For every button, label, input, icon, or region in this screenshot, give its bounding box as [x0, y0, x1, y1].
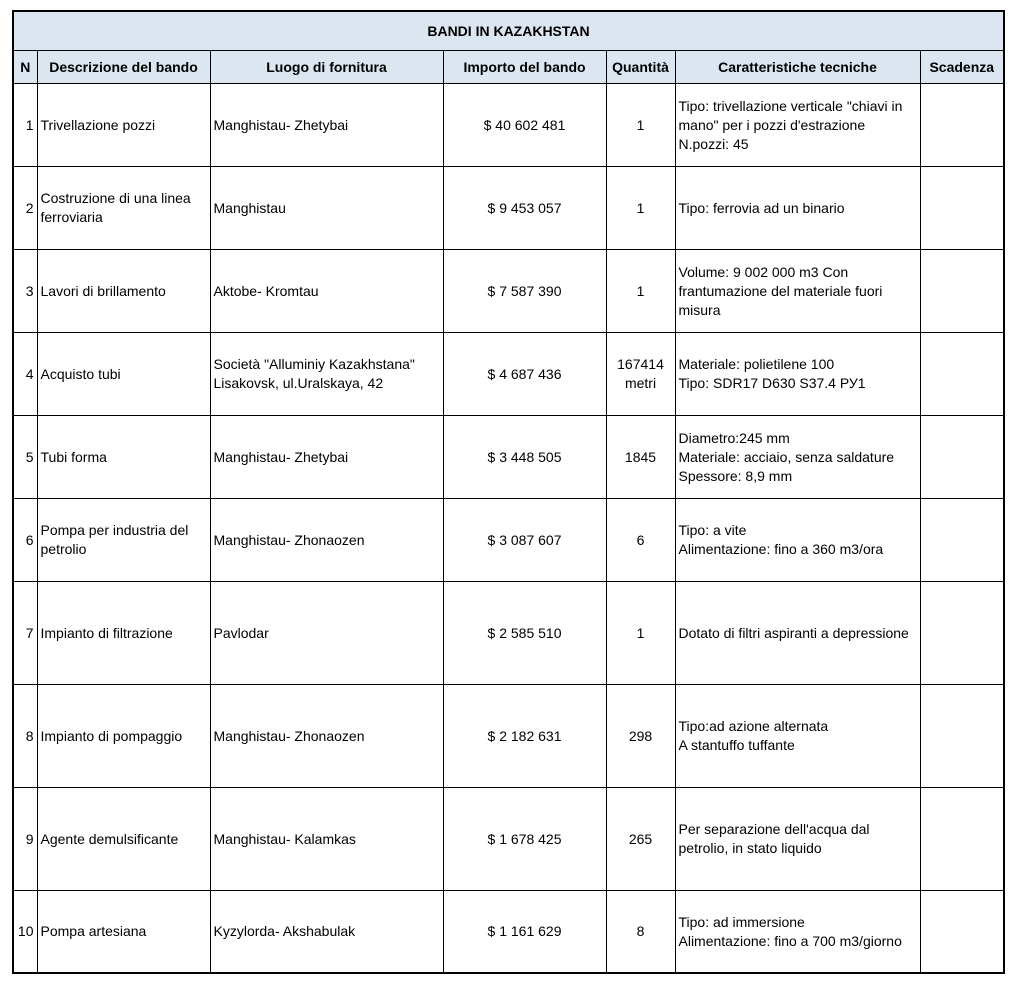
- cell-caratteristiche: Materiale: polietilene 100 Tipo: SDR17 D630 S37.4 РУ1: [675, 333, 920, 416]
- cell-scadenza: [920, 250, 1004, 333]
- cell-descrizione: Costruzione di una linea ferroviaria: [37, 167, 210, 250]
- column-header-quantita: Quantità: [606, 51, 675, 84]
- cell-caratteristiche: Tipo: ferrovia ad un binario: [675, 167, 920, 250]
- table-row: [13, 416, 1004, 499]
- cell-importo: $ 3 087 607: [443, 499, 606, 582]
- cell-importo: $ 4 687 436: [443, 333, 606, 416]
- cell-caratteristiche: Dotato di filtri aspiranti a depressione: [675, 582, 920, 685]
- table-row: [13, 167, 1004, 250]
- cell-importo: $ 3 448 505: [443, 416, 606, 499]
- table-row: [13, 891, 1004, 974]
- cell-quantita: 265: [606, 788, 675, 891]
- cell-importo: $ 1 678 425: [443, 788, 606, 891]
- cell-caratteristiche: Volume: 9 002 000 m3 Con frantumazione del materiale fuori misura: [675, 250, 920, 333]
- cell-caratteristiche: Diametro:245 mm Materiale: acciaio, senza saldature Spessore: 8,9 mm: [675, 416, 920, 499]
- cell-n: 1: [13, 84, 37, 167]
- cell-luogo: Manghistau- Zhetybai: [210, 84, 443, 167]
- cell-descrizione: Pompa per industria del petrolio: [37, 499, 210, 582]
- table-row: [13, 685, 1004, 788]
- cell-quantita: 1845: [606, 416, 675, 499]
- column-header-importo: Importo del bando: [443, 51, 606, 84]
- cell-importo: $ 9 453 057: [443, 167, 606, 250]
- cell-scadenza: [920, 582, 1004, 685]
- cell-n: 10: [13, 891, 37, 974]
- table-row: [13, 250, 1004, 333]
- cell-caratteristiche: Tipo: trivellazione verticale "chiavi in mano" per i pozzi d'estrazione N.pozzi: 45: [675, 84, 920, 167]
- cell-n: 5: [13, 416, 37, 499]
- cell-n: 6: [13, 499, 37, 582]
- cell-caratteristiche: Tipo: ad immersione Alimentazione: fino a 700 m3/giorno: [675, 891, 920, 974]
- cell-caratteristiche: Tipo:ad azione alternata A stantuffo tuffante: [675, 685, 920, 788]
- tenders-table: [12, 10, 1005, 974]
- column-header-scadenza: Scadenza: [920, 51, 1004, 84]
- cell-importo: $ 7 587 390: [443, 250, 606, 333]
- cell-n: 7: [13, 582, 37, 685]
- column-header-luogo: Luogo di fornitura: [210, 51, 443, 84]
- cell-caratteristiche: Tipo: a vite Alimentazione: fino a 360 m3/ora: [675, 499, 920, 582]
- cell-luogo: Manghistau: [210, 167, 443, 250]
- cell-luogo: Pavlodar: [210, 582, 443, 685]
- cell-scadenza: [920, 84, 1004, 167]
- cell-n: 8: [13, 685, 37, 788]
- cell-luogo: Manghistau- Kalamkas: [210, 788, 443, 891]
- cell-scadenza: [920, 788, 1004, 891]
- cell-caratteristiche: Per separazione dell'acqua dal petrolio, in stato liquido: [675, 788, 920, 891]
- cell-quantita: 6: [606, 499, 675, 582]
- cell-n: 9: [13, 788, 37, 891]
- cell-luogo: Aktobe- Kromtau: [210, 250, 443, 333]
- cell-importo: $ 1 161 629: [443, 891, 606, 974]
- cell-n: 3: [13, 250, 37, 333]
- table-row: [13, 582, 1004, 685]
- cell-n: 4: [13, 333, 37, 416]
- cell-luogo: Manghistau- Zhonaozen: [210, 499, 443, 582]
- table-title: BANDI IN KAZAKHSTAN: [13, 11, 1004, 51]
- cell-n: 2: [13, 167, 37, 250]
- cell-scadenza: [920, 416, 1004, 499]
- cell-importo: $ 2 585 510: [443, 582, 606, 685]
- cell-scadenza: [920, 685, 1004, 788]
- cell-descrizione: Pompa artesiana: [37, 891, 210, 974]
- table-row: [13, 499, 1004, 582]
- cell-descrizione: Trivellazione pozzi: [37, 84, 210, 167]
- cell-descrizione: Acquisto tubi: [37, 333, 210, 416]
- cell-quantita: 1: [606, 167, 675, 250]
- cell-luogo: Kyzylorda- Akshabulak: [210, 891, 443, 974]
- cell-quantita: 1: [606, 582, 675, 685]
- cell-luogo: Società "Alluminiy Kazakhstana" Lisakovsk, ul.Uralskaya, 42: [210, 333, 443, 416]
- cell-quantita: 1: [606, 84, 675, 167]
- table-row: [13, 84, 1004, 167]
- cell-descrizione: Tubi forma: [37, 416, 210, 499]
- cell-quantita: 1: [606, 250, 675, 333]
- cell-luogo: Manghistau- Zhonaozen: [210, 685, 443, 788]
- column-header-descrizione: Descrizione del bando: [37, 51, 210, 84]
- table-row: [13, 333, 1004, 416]
- column-header-n: N: [13, 51, 37, 84]
- cell-descrizione: Agente demulsificante: [37, 788, 210, 891]
- cell-descrizione: Impianto di pompaggio: [37, 685, 210, 788]
- cell-importo: $ 40 602 481: [443, 84, 606, 167]
- cell-scadenza: [920, 891, 1004, 974]
- cell-scadenza: [920, 167, 1004, 250]
- cell-importo: $ 2 182 631: [443, 685, 606, 788]
- table-row: [13, 788, 1004, 891]
- column-header-caratteristiche: Caratteristiche tecniche: [675, 51, 920, 84]
- cell-luogo: Manghistau- Zhetybai: [210, 416, 443, 499]
- cell-quantita: 167414 metri: [606, 333, 675, 416]
- cell-quantita: 298: [606, 685, 675, 788]
- cell-descrizione: Lavori di brillamento: [37, 250, 210, 333]
- cell-descrizione: Impianto di filtrazione: [37, 582, 210, 685]
- cell-scadenza: [920, 333, 1004, 416]
- cell-quantita: 8: [606, 891, 675, 974]
- cell-scadenza: [920, 499, 1004, 582]
